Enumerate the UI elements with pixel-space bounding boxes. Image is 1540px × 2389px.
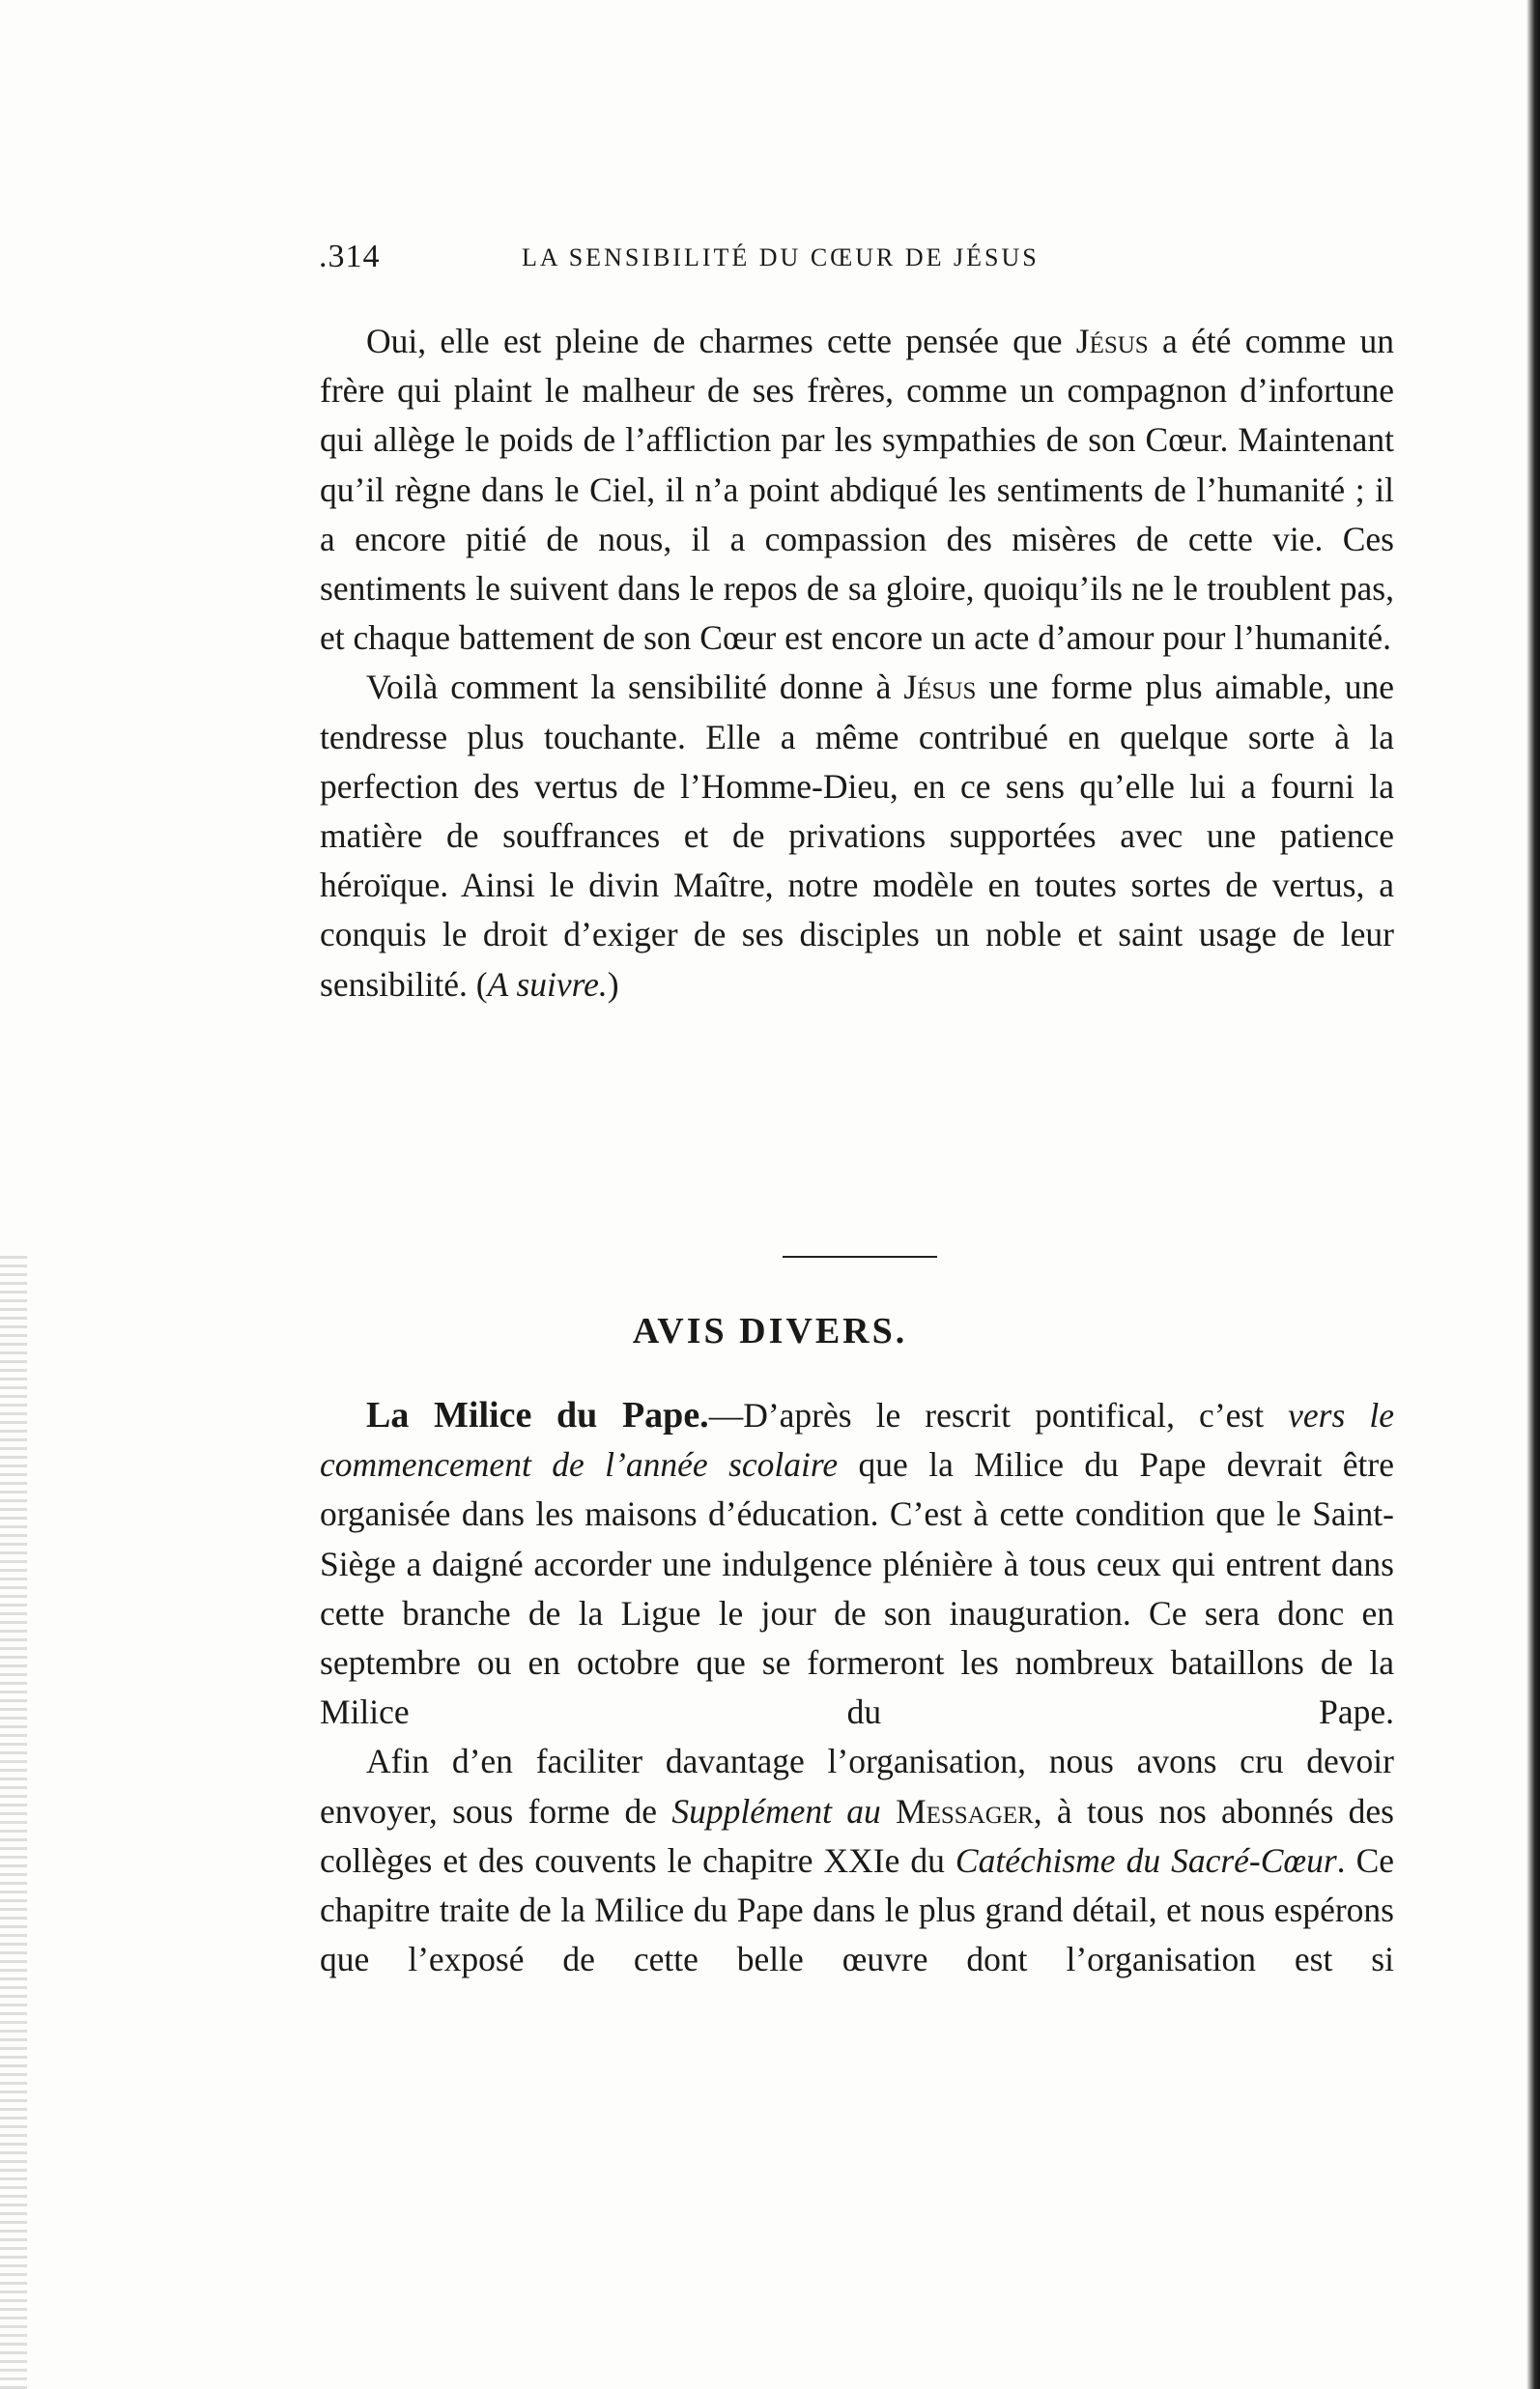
notices-body xyxy=(320,1391,1394,1984)
section-divider xyxy=(783,1256,937,1258)
text-run: . Ce chapitre traite de la Milice du Pape dans le plus grand détail, et nous espérons que l’exposé de cette belle œuvre dont l’organisation est si xyxy=(320,1840,1395,1979)
text-run: Afin d’en faciliter davantage l’organisation, nous avons cru devoir envoyer, sous forme de xyxy=(320,1742,1394,1831)
italic-phrase: Catéchisme du Sacré-Cœur xyxy=(955,1840,1337,1880)
paragraph xyxy=(320,1391,1394,1737)
paragraph xyxy=(320,317,1394,663)
italic-phrase: vers le commencement de l’année scolaire xyxy=(320,1396,1394,1485)
binding-edge xyxy=(0,1256,27,2389)
text-run: Oui, elle est pleine de charmes cette pensée que xyxy=(366,322,1076,360)
section-heading: AVIS DIVERS. xyxy=(632,1311,908,1351)
publication-name: Messager xyxy=(896,1791,1034,1831)
text-run: a été comme un frère qui plaint le malheur de ses frères, comme un compagnon d’infortune qui allège le poids de l’affliction par les sympathies de son Cœur. Maintenant qu’il règne dans le Ciel, il n’a point abdiqué les sentiments de l’humanité ; il a encore pitié de nous, il a compassion des misères de cette vie. Ces sentiments le suivent dans le repos de sa gloire, quoiqu’ils ne le troublent pas, et chaque battement de son Cœur est encore un acte d’amour pour l’humanité. xyxy=(320,322,1394,658)
text-run: —D’après le rescrit pontifical, c’est xyxy=(708,1396,1289,1435)
lead-in-title: La Milice du Pape. xyxy=(366,1395,709,1436)
running-header xyxy=(319,239,1391,277)
continuation-note: A suivre. xyxy=(487,964,608,1004)
page-number: .314 xyxy=(319,239,381,274)
text-run: que la Milice du Pape devrait être organisée dans les maisons d’éducation. C’est à cette condition que le Saint-Siège a daigné accorder une indulgence plénière à tous ceux qui entrent dans cette branche de la Ligue le jour de son inauguration. Ce sera donc en septembre ou en octobre que se formeront les nombreux bataillons de la Milice du Pape. xyxy=(320,1445,1394,1732)
text-run: Voilà comment la sensibilité donne à xyxy=(366,668,904,707)
name-jesus: Jésus xyxy=(1075,322,1149,360)
italic-phrase: Supplément au xyxy=(671,1791,881,1831)
text-run: ) xyxy=(607,964,619,1004)
article-body xyxy=(320,317,1394,1010)
text-run: , à tous nos abonnés des collèges et des couvents le chapitre XXIe du xyxy=(320,1791,1394,1880)
page-edge-shadow xyxy=(1526,0,1540,2389)
running-title: LA SENSIBILITÉ DU CŒUR DE JÉSUS xyxy=(522,243,1040,271)
paragraph xyxy=(320,663,1394,1009)
text-run: une forme plus aimable, une tendresse plus touchante. Elle a même contribué en quelque sorte à la perfection des vertus de l’Homme-Dieu, en ce sens qu’elle lui a fourni la matière de souffrances et de privations supportées avec une patience héroïque. Ainsi le divin Maître, notre modèle en toutes sortes de vertus, a conquis le droit d’exiger de ses disciples un noble et saint usage de leur sensibilité. ( xyxy=(320,668,1394,1004)
name-jesus: Jésus xyxy=(903,668,977,707)
paragraph xyxy=(320,1737,1394,1984)
